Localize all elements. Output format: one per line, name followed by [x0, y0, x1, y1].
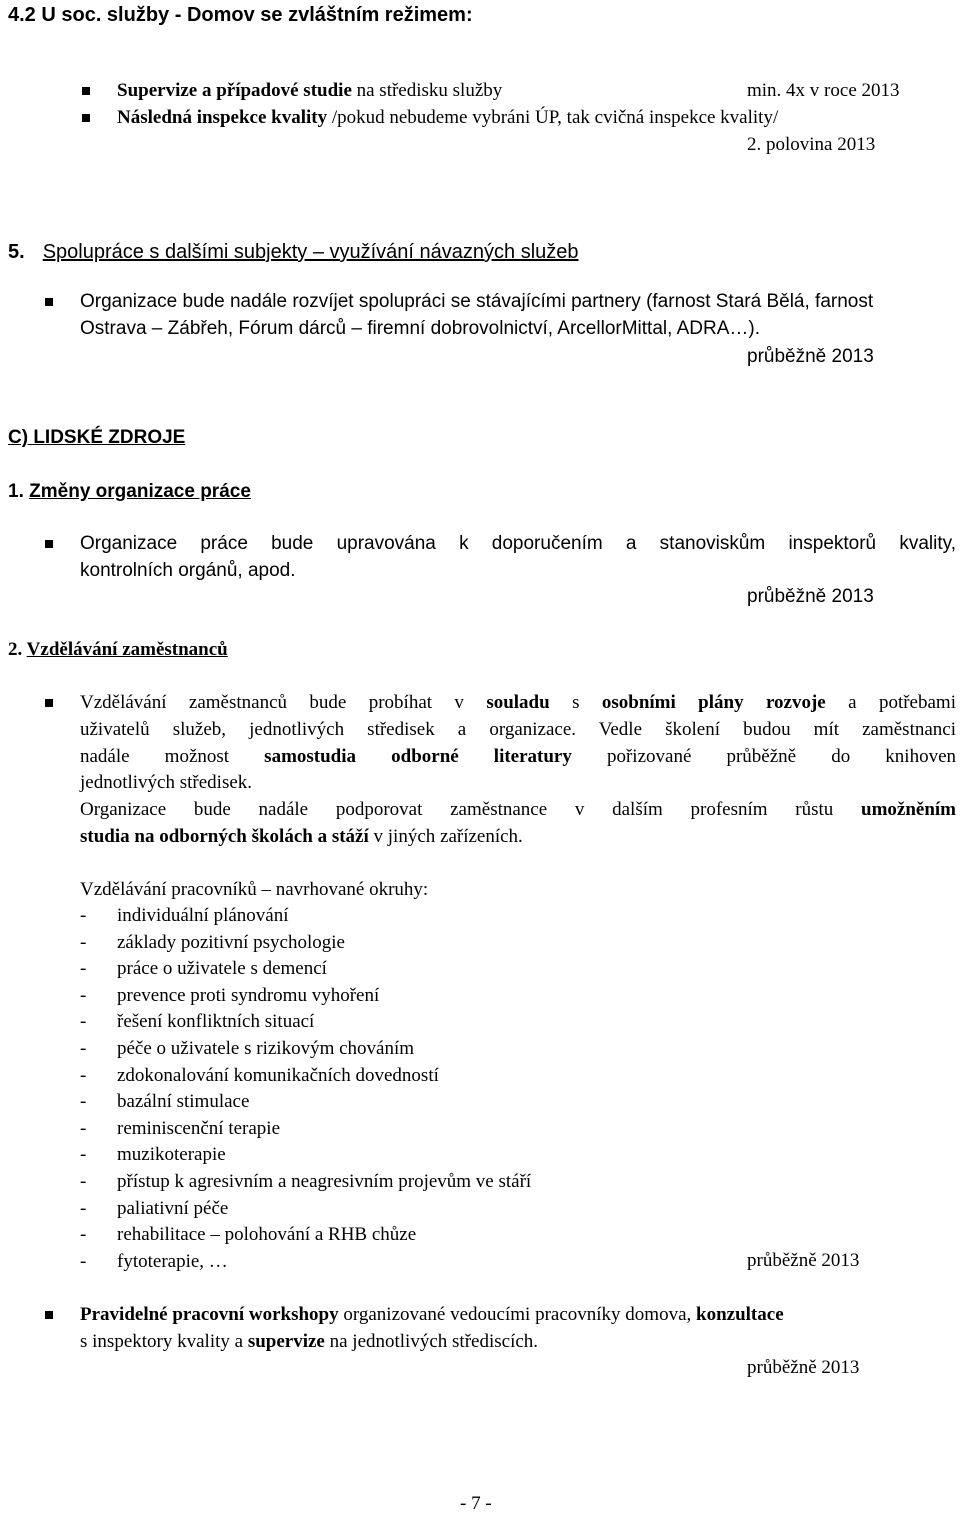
bold-run: osobními plány rozvoje [601, 692, 826, 713]
subsection-heading-1 [8, 481, 251, 503]
text-run: organizované vedoucími pracovníky domova, [338, 1304, 697, 1325]
item-bold-text: Následná inspekce kvality [117, 107, 328, 128]
paragraph-line [80, 746, 956, 768]
text-run: s inspektory kvality a [80, 1331, 248, 1352]
topic-item: práce o uživatele s demencí [117, 958, 327, 979]
topic-item: individuální plánování [117, 905, 289, 926]
list-dash: - [80, 1038, 87, 1059]
list-item [117, 107, 778, 129]
section-title: Spolupráce s dalšími subjekty – využívání návazných služeb [42, 241, 579, 263]
paragraph-line [80, 799, 956, 821]
bullet-icon [82, 114, 90, 122]
list-dash: - [80, 1065, 87, 1086]
topic-item: péče o uživatele s rizikovým chováním [117, 1038, 415, 1059]
topic-item: rehabilitace – polohování a RHB chůze [117, 1224, 417, 1245]
bold-run: samostudia odborné literatury [264, 746, 572, 767]
subsection-number: 2. [8, 639, 23, 660]
paragraph-line [80, 826, 523, 848]
list-dash: - [80, 1091, 87, 1112]
topic-item: bazální stimulace [117, 1091, 250, 1112]
section-number: 5. [8, 241, 25, 263]
page-number: - 7 - [460, 1493, 492, 1514]
text-run: nadále možnost [80, 746, 265, 767]
text-run: a potřebami [825, 692, 956, 713]
bold-run: Pravidelné pracovní workshopy [80, 1304, 339, 1325]
paragraph-line [80, 1304, 784, 1326]
topic-item: prevence proti syndromu vyhoření [117, 985, 380, 1006]
text-run: pořizované průběžně do knihoven [571, 746, 957, 767]
subsection-heading-2 [8, 639, 228, 661]
bullet-icon [45, 540, 53, 548]
topic-item: zdokonalování komunikačních dovedností [117, 1065, 439, 1086]
list-dash: - [80, 1171, 87, 1192]
text-run: Vzdělávání zaměstnanců bude probíhat v [80, 692, 487, 713]
list-dash: - [80, 932, 87, 953]
list-dash: - [80, 1118, 87, 1139]
list-dash: - [80, 1198, 87, 1219]
section-heading-c: C) LIDSKÉ ZDROJE [8, 427, 186, 448]
topics-intro: Vzdělávání pracovníků – navrhované okruhy: [80, 879, 429, 900]
text-run: Organizace bude nadále podporovat zaměstnance v dalším profesním růstu [80, 799, 861, 820]
bold-run: supervize [247, 1331, 325, 1352]
text-run: v jiných zařízeních. [368, 826, 523, 847]
paragraph-line: Ostrava – Zábřeh, Fórum dárců – firemní dobrovolnictví, ArcellorMittal, ADRA…). [80, 318, 761, 339]
bullet-icon [45, 298, 53, 306]
subsection-number: 1. [8, 481, 24, 502]
topic-item: muzikoterapie [117, 1144, 226, 1165]
paragraph-line: kontrolních orgánů, apod. [80, 560, 296, 581]
bold-run: souladu [486, 692, 550, 713]
term-label: průběžně 2013 [747, 1357, 860, 1378]
paragraph-line [80, 1331, 538, 1353]
paragraph-line: Organizace práce bude upravována k doporučením a stanoviskům inspektorů kvality, [80, 533, 956, 554]
subsection-title: Vzdělávání zaměstnanců [26, 639, 228, 660]
topic-item: paliativní péče [117, 1198, 229, 1219]
term-label: průběžně 2013 [747, 346, 874, 367]
list-dash: - [80, 905, 87, 926]
item-term: 2. polovina 2013 [747, 134, 876, 155]
list-dash: - [80, 958, 87, 979]
text-run: na jednotlivých střediscích. [324, 1331, 539, 1352]
list-dash: - [80, 1224, 87, 1245]
section-heading-4-2: 4.2 U soc. služby - Domov se zvláštním režimem: [8, 4, 473, 26]
topic-item: základy pozitivní psychologie [117, 932, 345, 953]
item-text: /pokud nebudeme vybráni ÚP, tak cvičná inspekce kvality/ [327, 107, 779, 128]
topic-item: přístup k agresivním a neagresivním projevům ve stáří [117, 1171, 532, 1192]
paragraph-line: jednotlivých středisek. [80, 772, 253, 793]
list-dash: - [80, 1144, 87, 1165]
term-label: průběžně 2013 [747, 586, 874, 607]
bold-run: umožněním [861, 799, 956, 820]
bold-run: konzultace [696, 1304, 784, 1325]
section-heading-5 [8, 241, 579, 264]
topic-item: řešení konfliktních situací [117, 1011, 315, 1032]
bullet-icon [45, 1311, 53, 1319]
text-run: s [549, 692, 602, 713]
item-term: min. 4x v roce 2013 [747, 80, 900, 101]
topic-item: fytoterapie, … [117, 1251, 228, 1272]
list-dash: - [80, 1011, 87, 1032]
item-text: na středisku služby [351, 80, 503, 101]
paragraph-line: Organizace bude nadále rozvíjet spolupráci se stávajícími partnery (farnost Stará Bělá, farnost [80, 291, 874, 312]
list-dash: - [80, 1251, 87, 1272]
list-item [117, 80, 502, 102]
paragraph-line: uživatelů služeb, jednotlivých středisek a organizace. Vedle školení budou mít zaměstnanci [80, 719, 956, 740]
bullet-icon [82, 87, 90, 95]
topic-item: reminiscenční terapie [117, 1118, 281, 1139]
paragraph-line [80, 692, 956, 714]
term-label: průběžně 2013 [747, 1250, 860, 1271]
bold-run: studia na odborných školách a stáží [80, 826, 369, 847]
list-dash: - [80, 985, 87, 1006]
item-bold-text: Supervize a případové studie [117, 80, 352, 101]
subsection-title: Změny organizace práce [29, 481, 251, 502]
bullet-icon [45, 699, 53, 707]
